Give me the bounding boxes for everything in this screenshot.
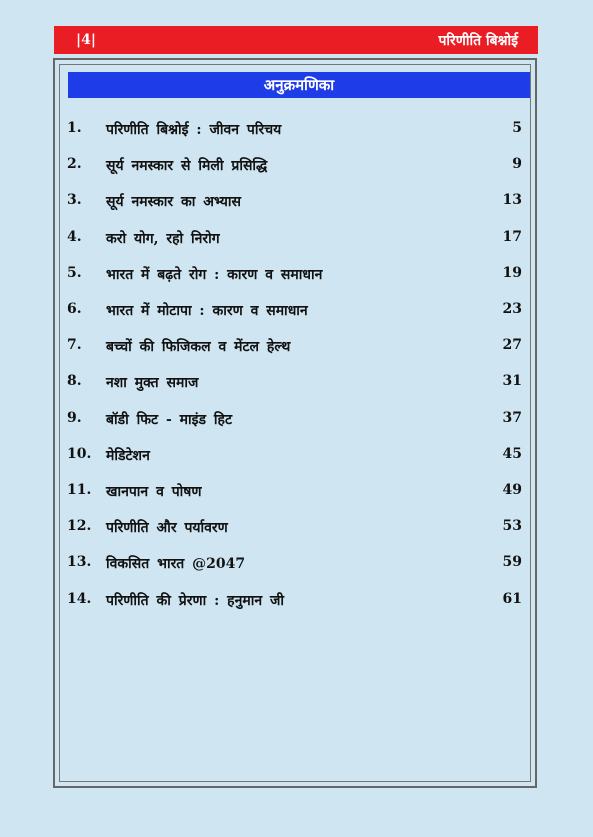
toc-item[interactable] [60, 299, 530, 323]
toc-item[interactable] [60, 408, 530, 432]
toc-item[interactable] [60, 552, 530, 576]
toc-item-number: 14. [67, 590, 92, 607]
toc-item-page: 49 [502, 482, 522, 498]
toc-item-title: परिणीति की प्रेरणा : हनुमान जी [106, 592, 284, 609]
toc-item-number: 3. [67, 192, 82, 209]
toc-item[interactable] [60, 263, 530, 287]
toc-item[interactable] [60, 335, 530, 359]
toc-item-number: 7. [67, 337, 82, 354]
toc-item-number: 2. [67, 156, 82, 173]
toc-item-page: 23 [502, 301, 522, 317]
toc-item-number: 12. [67, 518, 92, 535]
toc-item-number: 6. [67, 301, 82, 317]
toc-item-number: 10. [67, 445, 92, 462]
content-frame [53, 58, 537, 788]
toc-item[interactable] [60, 516, 530, 540]
toc-list [60, 65, 530, 781]
toc-item[interactable] [60, 371, 530, 395]
toc-item-title: विकसित भारत @2047 [106, 556, 246, 573]
toc-item[interactable] [60, 154, 530, 178]
toc-item-page: 27 [502, 337, 522, 354]
toc-item-page: 17 [502, 228, 522, 245]
toc-item-number: 13. [67, 554, 92, 571]
toc-item-page: 37 [502, 409, 522, 426]
toc-item-title: सूर्य नमस्कार का अभ्यास [106, 194, 242, 211]
page-header [54, 26, 538, 54]
toc-item-number: 5. [67, 264, 82, 281]
toc-item[interactable] [60, 444, 530, 468]
toc-item-page: 9 [512, 156, 522, 173]
toc-item-number: 11. [67, 482, 92, 498]
toc-item-page: 45 [502, 445, 522, 462]
toc-item-title: सूर्य नमस्कार से मिली प्रसिद्धि [106, 158, 268, 175]
page-number: |4| [76, 32, 96, 48]
toc-item-title: भारत में बढ़ते रोग : कारण व समाधान [106, 266, 323, 283]
toc-item-title: परिणीति बिश्नोई : जीवन परिचय [106, 122, 282, 138]
toc-item-number: 8. [67, 373, 82, 390]
toc-title: अनुक्रमणिका [68, 72, 530, 98]
toc-item[interactable] [60, 480, 530, 504]
toc-item-title: परिणीति और पर्यावरण [106, 520, 228, 537]
toc-item-page: 53 [502, 518, 522, 535]
toc-item-title: बच्चों की फिजिकल व मेंटल हेल्थ [106, 339, 291, 356]
content-inner-frame [59, 64, 531, 782]
toc-item-page: 5 [512, 120, 522, 136]
toc-item[interactable] [60, 227, 530, 251]
toc-item-number: 1. [67, 120, 82, 136]
toc-item[interactable] [60, 190, 530, 214]
toc-item-number: 9. [67, 409, 82, 426]
book-title: परिणीति बिश्नोई [438, 32, 518, 49]
toc-item-title: मेडिटेशन [106, 447, 150, 464]
toc-item-page: 19 [502, 264, 522, 281]
toc-item-page: 13 [502, 192, 522, 209]
toc-item-title: नशा मुक्त समाज [106, 375, 199, 392]
toc-item[interactable] [60, 118, 530, 142]
toc-item-title: करो योग, रहो निरोग [106, 230, 220, 247]
toc-item-title: खानपान व पोषण [106, 484, 202, 500]
toc-item-page: 59 [502, 554, 522, 571]
toc-item-title: भारत में मोटापा : कारण व समाधान [106, 303, 308, 319]
toc-item-page: 31 [502, 373, 522, 390]
toc-item[interactable] [60, 589, 530, 613]
toc-item-page: 61 [502, 590, 522, 607]
toc-item-title: बॉडी फिट - माइंड हिट [106, 411, 232, 428]
toc-item-number: 4. [67, 228, 82, 245]
